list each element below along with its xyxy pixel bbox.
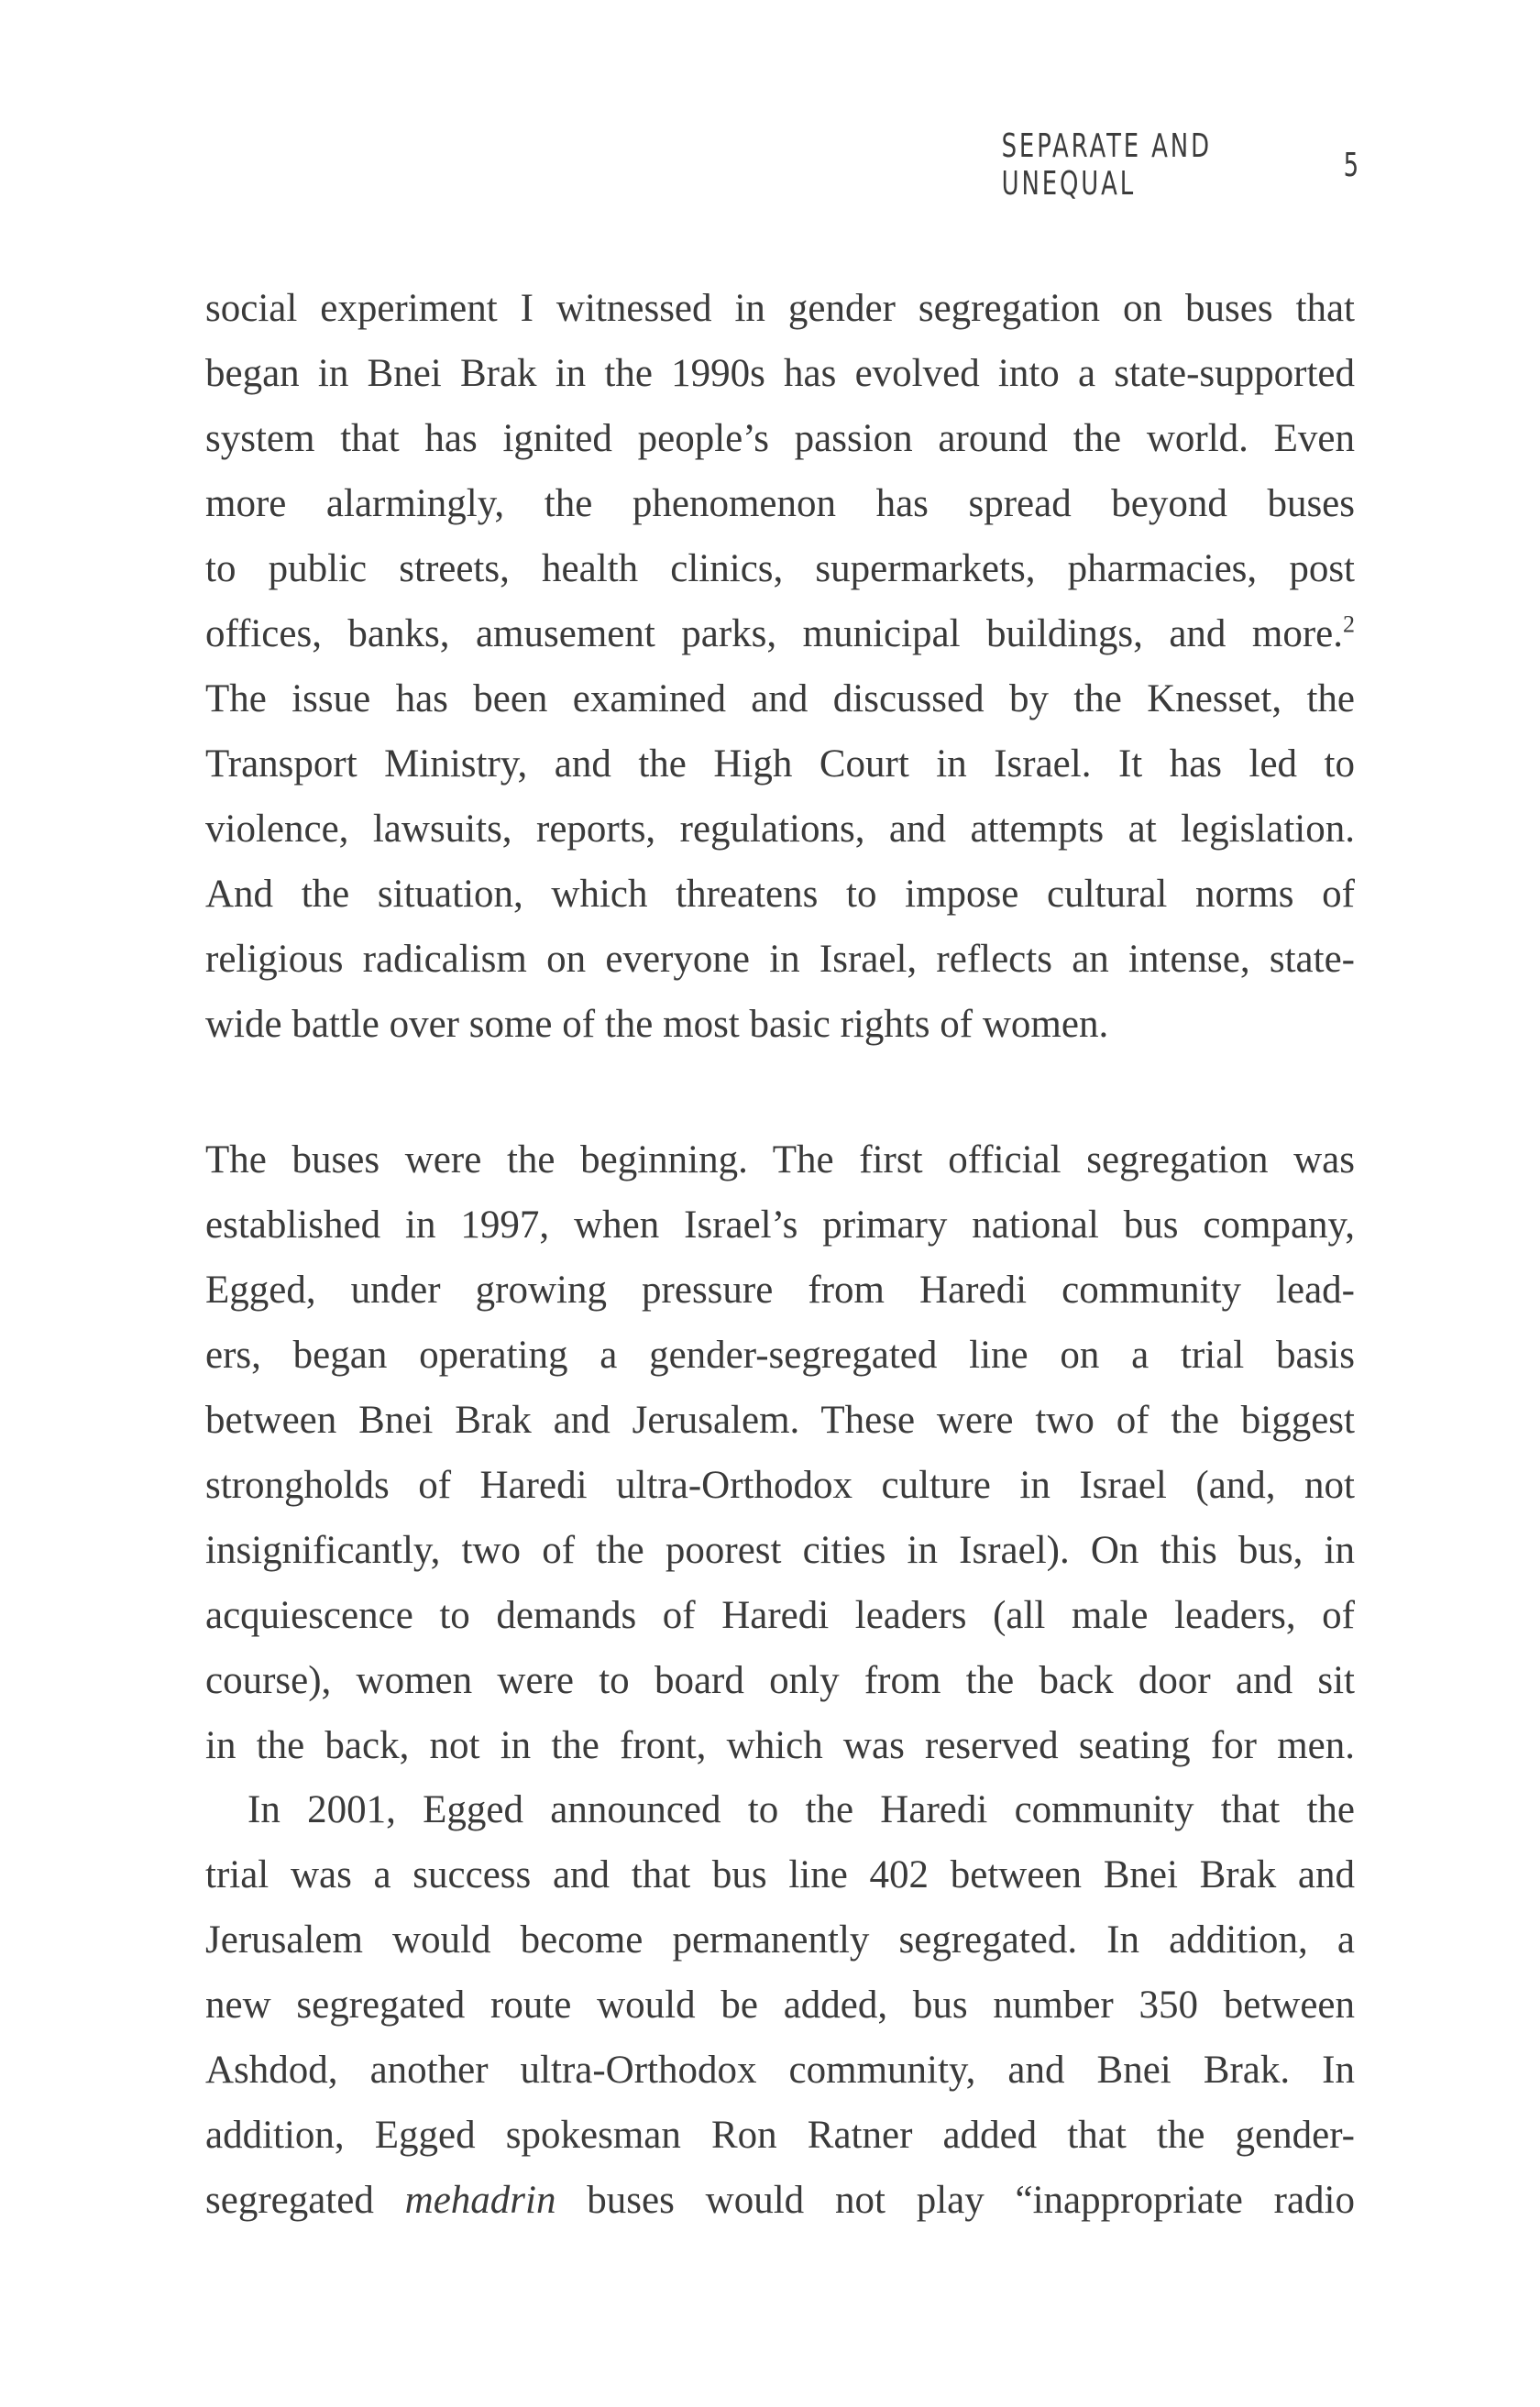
text-line: insignificantly, two of the poorest cities in Israel). On this bus, in	[205, 1529, 1355, 1572]
italic-term: mehadrin	[404, 2179, 556, 2222]
text-line: strongholds of Haredi ultra-Orthodox culture in Israel (and, not	[205, 1464, 1355, 1507]
text-line-start: segregated	[205, 2179, 405, 2222]
text-line: Jerusalem would become permanently segregated. In addition, a	[205, 1918, 1355, 1962]
text-line: acquiescence to demands of Haredi leaders (all male leaders, of	[205, 1594, 1355, 1637]
paragraph-1	[205, 276, 1355, 1057]
text-line: violence, lawsuits, reports, regulations, and attempts at legislation.	[205, 808, 1355, 851]
text-line: The issue has been examined and discussed by the Knesset, the	[205, 677, 1355, 720]
text-line: social experiment I witnessed in gender segregation on buses that	[205, 287, 1355, 330]
text-line: course), women were to board only from the back door and sit	[205, 1659, 1355, 1702]
running-head-title: SEPARATE AND UNEQUAL	[1001, 127, 1212, 203]
text-line: trial was a success and that bus line 402 between Bnei Brak and	[205, 1853, 1355, 1896]
text-line: religious radicalism on everyone in Israel, reflects an intense, state-	[205, 938, 1355, 981]
text-line: Transport Ministry, and the High Court in Israel. It has led to	[205, 742, 1355, 786]
text-line: wide battle over some of the most basic rights of women.	[205, 1003, 1109, 1046]
text-line: began in Bnei Brak in the 1990s has evolved into a state-supported	[205, 352, 1355, 395]
text-line: established in 1997, when Israel’s primary national bus company,	[205, 1204, 1355, 1247]
paragraph-2	[205, 1127, 1355, 1778]
text-line-with-footnote	[205, 601, 1355, 666]
text-line-with-italic	[205, 2168, 1355, 2233]
text-line: The buses were the beginning. The first official segregation was	[205, 1138, 1355, 1182]
text-line: in the back, not in the front, which was reserved seating for men.	[205, 1724, 1355, 1767]
running-head	[1001, 127, 1361, 203]
text-line: to public streets, health clinics, supermarkets, pharmacies, post	[205, 547, 1355, 590]
text-line-end: buses would not play “inappropriate radio	[556, 2179, 1355, 2222]
text-line: addition, Egged spokesman Ron Ratner added that the gender-	[205, 2114, 1355, 2157]
text-line: In 2001, Egged announced to the Haredi community that the	[248, 1788, 1355, 1831]
text-line: more alarmingly, the phenomenon has spread beyond buses	[205, 482, 1355, 525]
paragraph-3	[205, 1777, 1355, 2233]
text-line: system that has ignited people’s passion around the world. Even	[205, 417, 1355, 460]
text-line: new segregated route would be added, bus number 350 between	[205, 1984, 1355, 2027]
text-line: Egged, under growing pressure from Haredi community lead-	[205, 1269, 1355, 1312]
text-line: Ashdod, another ultra-Orthodox community, and Bnei Brak. In	[205, 2049, 1355, 2092]
text-line: ers, began operating a gender-segregated line on a trial basis	[205, 1334, 1355, 1377]
text-line-content: offices, banks, amusement parks, municipal buildings, and more.	[205, 612, 1343, 655]
text-line: And the situation, which threatens to impose cultural norms of	[205, 873, 1355, 916]
text-line: between Bnei Brak and Jerusalem. These were two of the biggest	[205, 1399, 1355, 1442]
footnote-ref: 2	[1343, 610, 1355, 638]
page-number: 5	[1343, 146, 1361, 184]
